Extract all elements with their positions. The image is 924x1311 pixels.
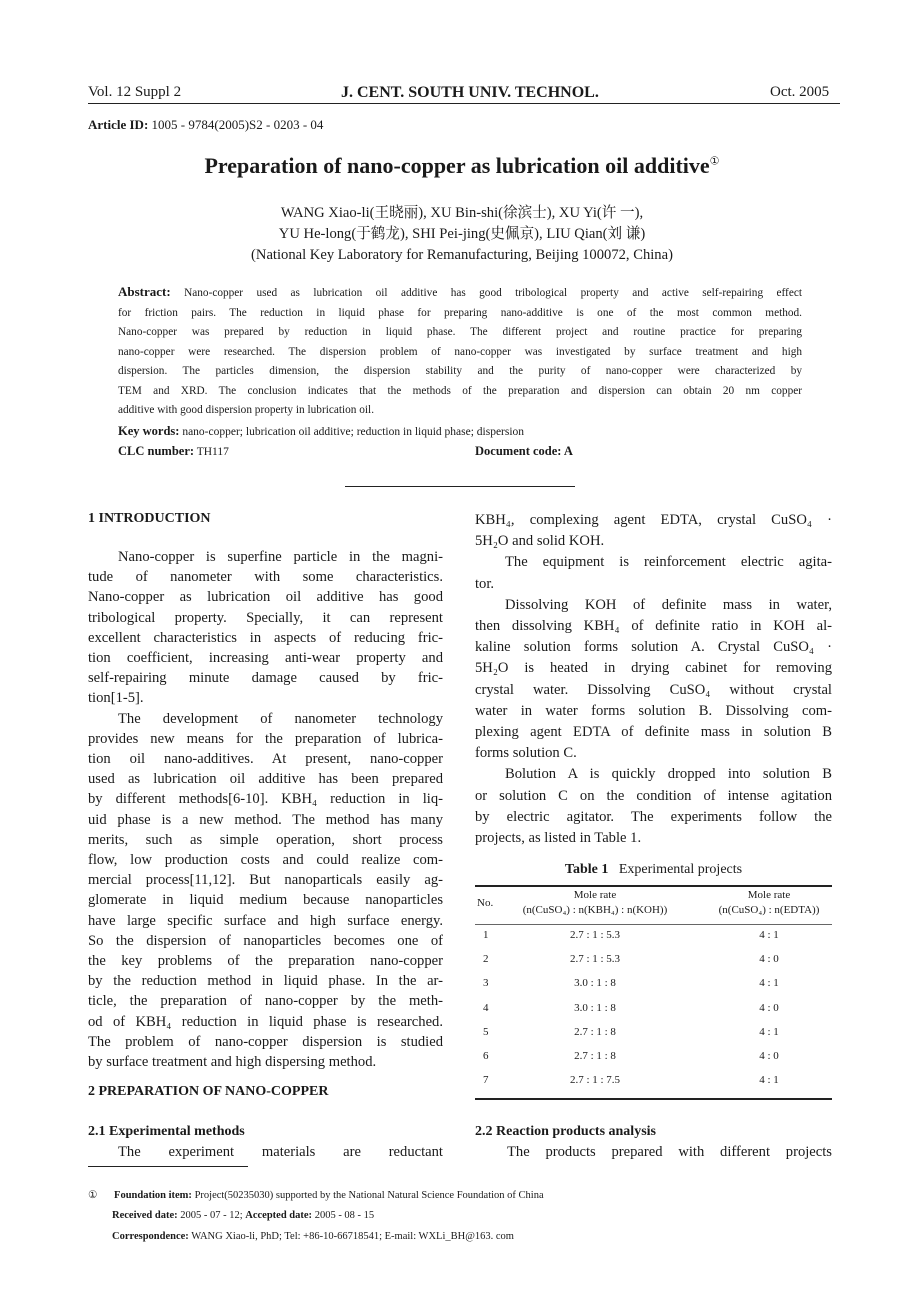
title-text: Preparation of nano-copper as lubrication oil additive <box>204 153 710 178</box>
text-line: Nano-copper is superfine particle in the magni- <box>118 549 443 565</box>
authors-line-1: WANG Xiao-li(王晓丽), XU Bin-shi(徐滨士), XU Yi(许 一), <box>280 205 644 221</box>
text-line: have large specific surface and high surface energy. <box>88 912 443 929</box>
cell-mole-rate-2: 4 : 1 <box>759 1074 779 1087</box>
section-2-2-text <box>507 1144 832 1161</box>
text-line: the key problems of the preparation nano-copper <box>88 953 443 970</box>
cell-mole-rate-2: 4 : 0 <box>759 1001 779 1014</box>
paragraph <box>88 547 443 709</box>
cell-mole-rate-1: 2.7 : 1 : 8 <box>574 1050 616 1062</box>
volume-info: Vol. 12 Suppl 2 <box>88 84 182 100</box>
received-date: 2005 - 07 - 12; <box>177 1210 246 1221</box>
text-line: 5H₂O is heated in drying cabinet for removing <box>475 660 832 677</box>
text-line: excellent characteristics in aspects of reducing fric- <box>88 629 443 646</box>
text-line: ticle, the preparation of nano-copper by the meth- <box>88 993 443 1010</box>
text-line: tion oil nano-additives. At present, nano-copper <box>88 751 443 768</box>
abstract-label: Abstract: <box>118 284 171 299</box>
text-line: The products prepared with different projects <box>507 1144 832 1160</box>
text-line: mercial process[11,12]. But nanoparticals easily ag- <box>88 872 443 889</box>
footnote-dates <box>112 1210 374 1221</box>
abstract-line: Nano-copper was prepared by reduction in liquid phase. The different project and routine practice for preparing <box>118 326 802 338</box>
table-caption-text: Experimental projects <box>618 862 743 877</box>
text-line: used as lubrication oil additive has been prepared <box>88 771 443 788</box>
abstract-line: nano-copper were researched. The dispersion problem of nano-copper was investigated by surface treatment and high <box>118 345 802 358</box>
cell-mole-rate-1: 3.0 : 1 : 8 <box>574 1001 616 1014</box>
text-line: Bolution A is quickly dropped into solution B <box>505 766 832 783</box>
footnote-rule <box>88 1166 248 1167</box>
clc-label: CLC number: <box>118 444 195 458</box>
table-row <box>475 1002 835 1026</box>
header-col2-bottom: (n(CuSO₄) : n(EDTA)) <box>718 904 820 916</box>
text-line: tribological property. Specially, it can represent <box>88 609 443 626</box>
text-line: tor. <box>475 575 495 592</box>
paragraph <box>475 595 832 765</box>
header-col1-top: Mole rate <box>573 889 617 901</box>
footnote-correspondence <box>112 1231 514 1242</box>
keywords-value: nano-copper; lubrication oil additive; reduction in liquid phase; dispersion <box>179 426 525 438</box>
cell-mole-rate-2: 4 : 1 <box>759 977 779 990</box>
table-row <box>475 1026 835 1050</box>
title-footnote-mark: ① <box>709 155 720 168</box>
cell-no: 2 <box>483 953 489 966</box>
keywords <box>118 424 524 439</box>
abstract-line: for friction pairs. The reduction in liquid phase for preparing nano-additive is one of the most common method. <box>118 306 802 319</box>
footnote-mark: ① <box>88 1190 98 1201</box>
text-line: projects, as listed in Table 1. <box>475 830 642 847</box>
correspondence-label: Correspondence: <box>112 1231 189 1242</box>
text-line: The problem of nano-copper dispersion is studied <box>88 1033 443 1050</box>
text-line: Dissolving KOH of definite mass in water, <box>505 596 832 613</box>
table-row <box>475 953 835 977</box>
cell-mole-rate-1: 2.7 : 1 : 5.3 <box>569 929 621 941</box>
section-2-heading: 2 PREPARATION OF NANO-COPPER <box>88 1084 329 1099</box>
clc-value: TH117 <box>194 446 229 458</box>
accepted-label: Accepted date: <box>245 1210 313 1221</box>
text-line: The equipment is reinforcement electric agita- <box>505 554 832 571</box>
foundation-label: Foundation item: <box>114 1190 192 1201</box>
left-column-text <box>88 547 443 1072</box>
paragraph <box>475 764 832 849</box>
header-col1-bottom: (n(CuSO₄) : n(KBH₄) : n(KOH)) <box>522 904 668 916</box>
cell-mole-rate-1: 2.7 : 1 : 7.5 <box>569 1074 621 1087</box>
text-line: glomerate in liquid medium because nanoparticles <box>88 892 443 909</box>
text-line: provides new means for the preparation of lubrica- <box>88 730 443 747</box>
text-line: plexing agent EDTA of definite mass in solution B <box>475 724 832 741</box>
abstract-line: TEM and XRD. The conclusion indicates that the methods of the preparation and dispersion can obtain 20 nm copper <box>118 384 802 397</box>
text-line: then dissolving KBH₄ of definite ratio in KOH al- <box>475 618 832 635</box>
table-row <box>475 1050 835 1074</box>
author-block <box>0 203 924 266</box>
text-line: forms solution C. <box>475 745 577 762</box>
keywords-label: Key words: <box>118 424 180 438</box>
cell-no: 7 <box>483 1074 489 1087</box>
text-line: by different methods[6-10]. KBH₄ reduction in liq- <box>88 791 443 808</box>
text-line: by surface treatment and high dispersing method. <box>88 1054 377 1071</box>
cell-no: 3 <box>483 977 489 990</box>
cell-mole-rate-2: 4 : 0 <box>759 953 779 966</box>
cell-no: 5 <box>483 1025 489 1038</box>
correspondence-text: WANG Xiao-li, PhD; Tel: +86-10-66718541; E-mail: WXLi_BH@163. com <box>188 1231 514 1242</box>
text-line: tion[1-5]. <box>88 690 144 707</box>
article-id <box>88 117 323 133</box>
paragraph <box>88 709 443 1073</box>
abstract <box>118 282 802 421</box>
table-top-rule <box>475 885 832 887</box>
abstract-line: additive with good dispersion property in lubrication oil. <box>118 404 375 416</box>
text-line: KBH₄, complexing agent EDTA, crystal CuSO₄ · <box>475 512 832 528</box>
clc-number <box>118 444 229 459</box>
authors-line-2: YU He-long(于鹤龙), SHI Pei-jing(史佩京), LIU Qian(刘 谦) <box>278 226 646 242</box>
text-line: uid phase is a new method. The method has many <box>88 811 443 828</box>
table-row <box>475 1074 835 1098</box>
table-bottom-rule <box>475 1098 832 1100</box>
section-2-2-heading: 2.2 Reaction products analysis <box>475 1124 656 1139</box>
article-id-value: 1005 - 9784(2005)S2 - 0203 - 04 <box>148 117 324 132</box>
text-line: merits, such as simple operation, short process <box>88 831 443 848</box>
doc-code-value: A <box>561 444 573 458</box>
abstract-line: dispersion. The particles dimension, the dispersion stability and the purity of nano-copper were characterized by <box>118 365 802 377</box>
text-line: self-repairing minute damage caused by fric- <box>88 670 443 687</box>
cell-mole-rate-1: 2.7 : 1 : 8 <box>574 1025 616 1038</box>
accepted-date: 2005 - 08 - 15 <box>312 1210 375 1221</box>
footnote-foundation <box>88 1189 544 1201</box>
text-line: od of KBH₄ reduction in liquid phase is researched. <box>88 1013 443 1030</box>
section-2-1-text <box>118 1144 443 1161</box>
header-col2-top: Mole rate <box>747 889 791 901</box>
text-line: kaline solution forms solution A. Crystal CuSO₄ · <box>475 639 832 656</box>
table-header-rule <box>475 924 832 925</box>
paragraph <box>475 552 832 594</box>
foundation-text: Project(50235030) supported by the National Natural Science Foundation of China <box>191 1190 544 1201</box>
received-label: Received date: <box>112 1210 178 1221</box>
cell-mole-rate-1: 3.0 : 1 : 8 <box>574 977 616 990</box>
text-line: So the dispersion of nanoparticles becomes one of <box>88 932 443 949</box>
text-line: Nano-copper as lubrication oil additive has good <box>88 589 443 606</box>
text-line: by electric agitator. The experiments follow the <box>475 808 832 825</box>
doc-code-label: Document code: <box>475 444 562 458</box>
paragraph <box>475 510 832 552</box>
journal-name: J. CENT. SOUTH UNIV. TECHNOL. <box>341 84 599 101</box>
table-caption-label: Table 1 <box>564 862 609 877</box>
document-code <box>475 444 573 459</box>
cell-mole-rate-2: 4 : 1 <box>759 929 779 941</box>
text-line: 5H₂O and solid KOH. <box>475 533 605 550</box>
text-line: The development of nanometer technology <box>118 710 443 727</box>
article-id-label: Article ID: <box>88 117 149 132</box>
cell-no: 1 <box>483 929 489 941</box>
cell-no: 4 <box>483 1001 489 1014</box>
table-row <box>475 977 835 1001</box>
header-no: No. <box>477 897 494 909</box>
right-column-text <box>475 510 832 849</box>
text-line: tude of nanometer with some characteristics. <box>88 569 443 586</box>
cell-mole-rate-2: 4 : 0 <box>759 1050 779 1062</box>
text-line: The experiment materials are reductant <box>118 1144 443 1160</box>
table-caption <box>475 862 832 878</box>
cell-no: 6 <box>483 1050 489 1062</box>
abstract-line <box>118 282 802 304</box>
issue-date: Oct. 2005 <box>770 84 830 100</box>
cell-mole-rate-2: 4 : 1 <box>759 1025 779 1038</box>
text-line: tion coefficient, increasing anti-wear property and <box>88 650 443 667</box>
text-line: by the reduction method in liquid phase. In the ar- <box>88 973 443 990</box>
abstract-separator <box>345 486 575 487</box>
text-line: water in water forms solution B. Dissolving com- <box>475 702 832 719</box>
paper-title <box>0 153 924 179</box>
section-2-1-heading: 2.1 Experimental methods <box>88 1124 245 1139</box>
table-row <box>475 929 835 953</box>
abstract-text: Nano-copper used as lubrication oil additive has good tribological property and active self-repairing effect <box>170 287 802 299</box>
text-line: crystal water. Dissolving CuSO₄ without crystal <box>475 681 832 698</box>
cell-mole-rate-1: 2.7 : 1 : 5.3 <box>569 953 621 966</box>
affiliation: (National Key Laboratory for Remanufacturing, Beijing 100072, China) <box>251 247 673 263</box>
text-line: flow, low production costs and could realize com- <box>88 852 443 869</box>
text-line: or solution C on the condition of intense agitation <box>475 787 832 804</box>
section-1-heading: 1 INTRODUCTION <box>88 511 211 526</box>
header-rule <box>88 103 840 104</box>
